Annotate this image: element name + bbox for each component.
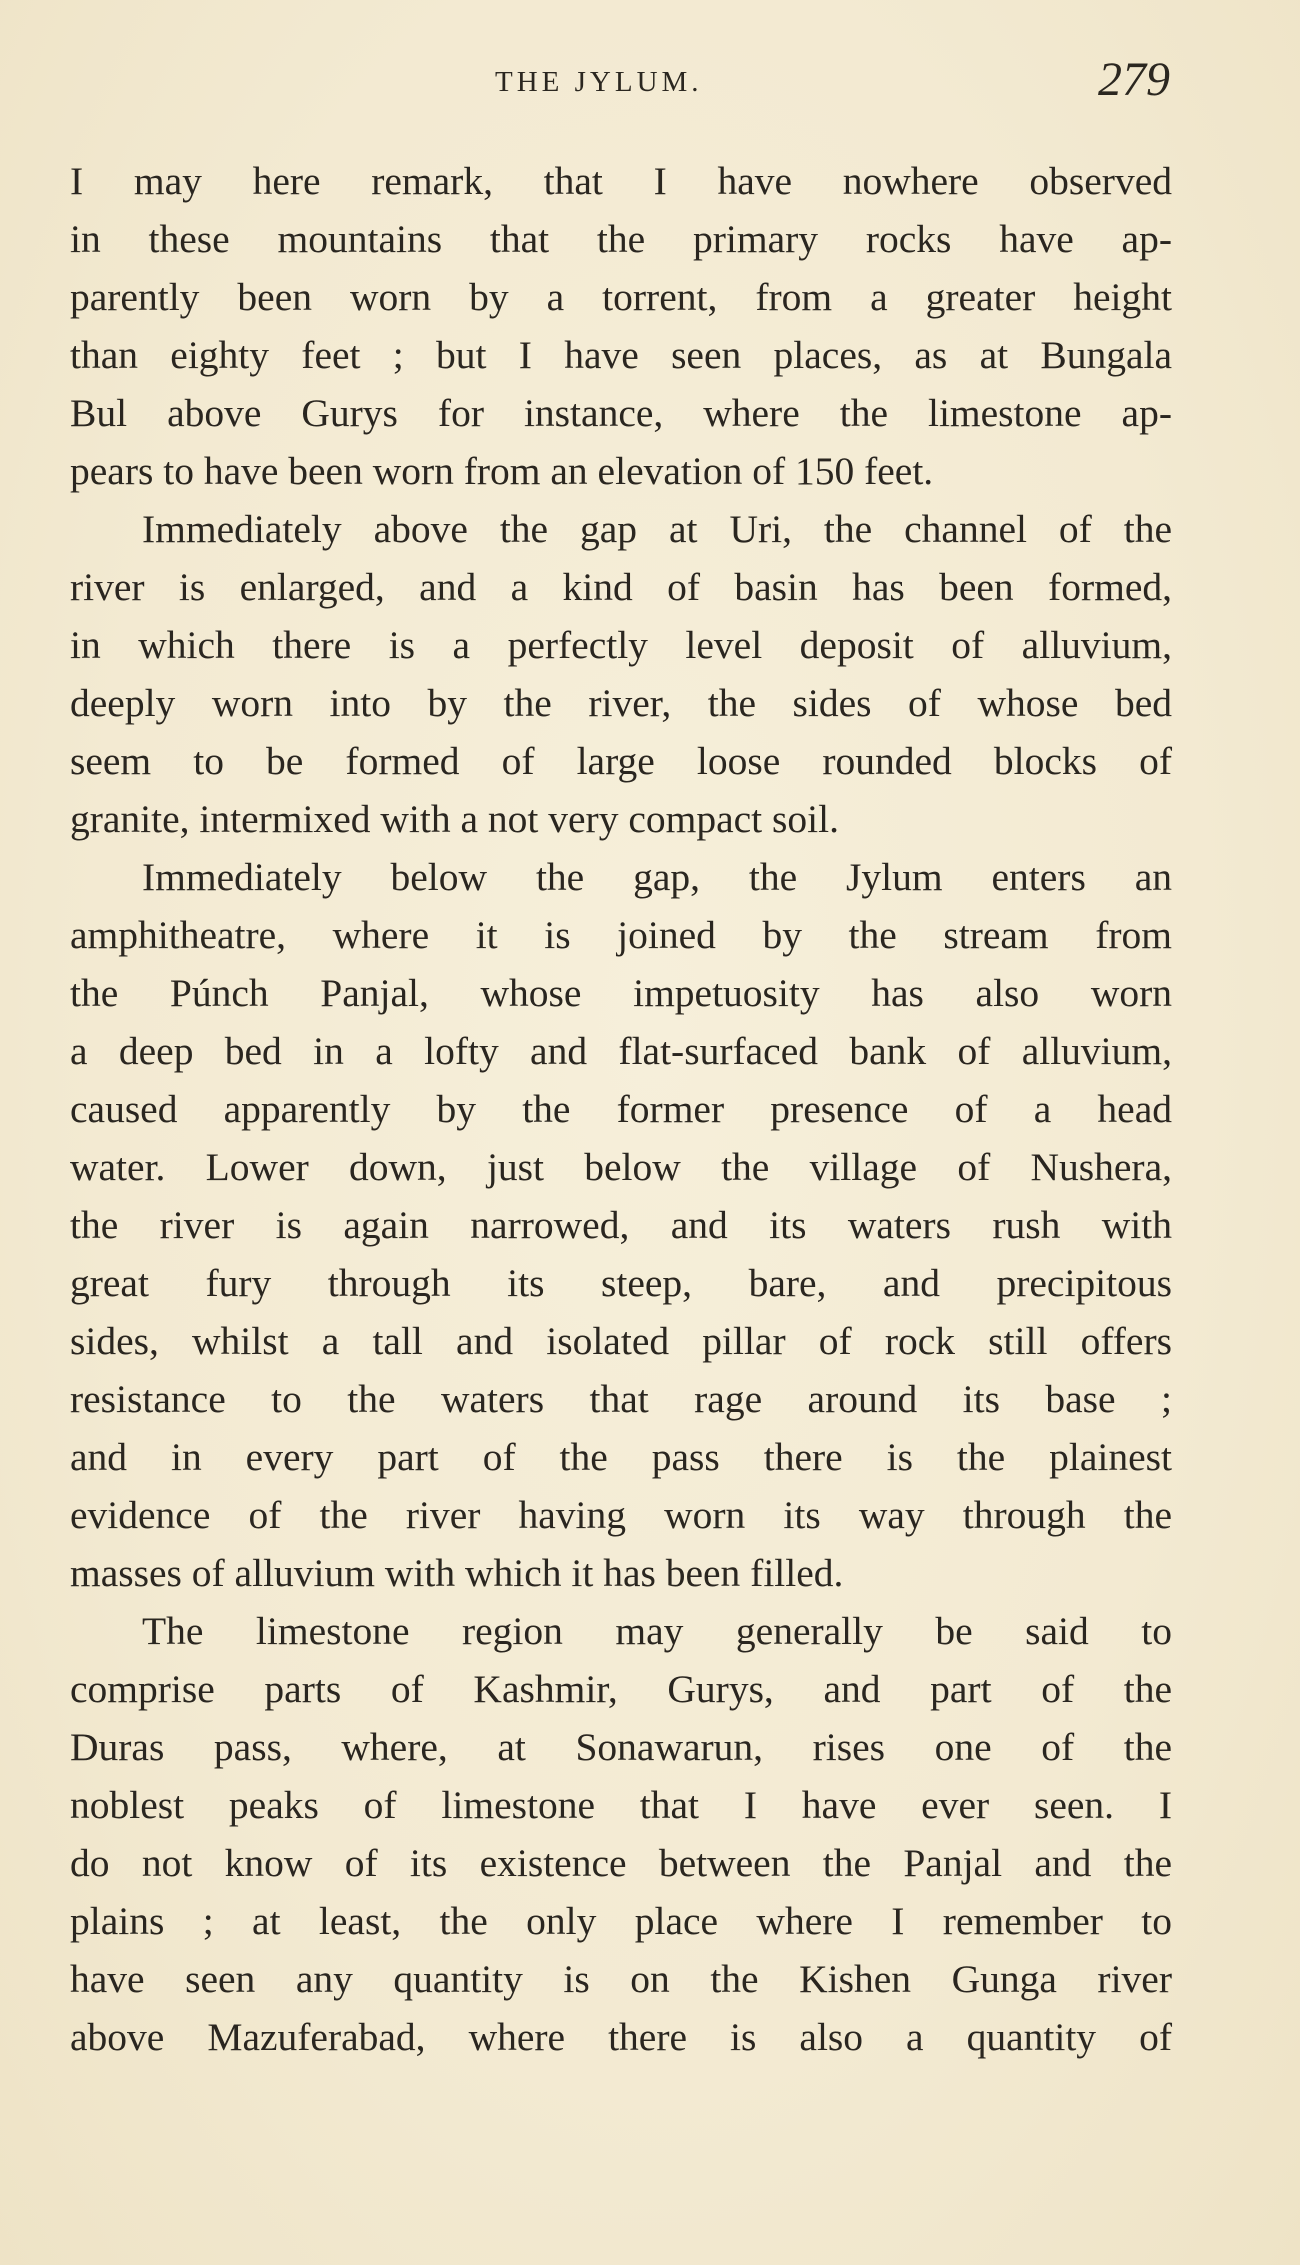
text-line: in these mountains that the primary rocks have ap-	[70, 217, 1172, 261]
text-line: The limestone region may generally be said to	[142, 1609, 1172, 1653]
text-line: Duras pass, where, at Sonawarun, rises one of the	[70, 1725, 1172, 1769]
text-line: seem to be formed of large loose rounded blocks of	[70, 739, 1172, 783]
text-line: deeply worn into by the river, the sides of whose bed	[70, 681, 1172, 725]
text-line: sides, whilst a tall and isolated pillar of rock still offers	[70, 1319, 1172, 1363]
text-line: Bul above Gurys for instance, where the limestone ap-	[70, 391, 1172, 435]
text-line: plains ; at least, the only place where I remember to	[70, 1899, 1172, 1943]
text-line: evidence of the river having worn its way through the	[70, 1493, 1172, 1537]
text-line: great fury through its steep, bare, and precipitous	[70, 1261, 1172, 1305]
paragraph	[70, 1602, 1172, 2066]
page-number: 279	[1098, 53, 1170, 106]
running-header	[70, 52, 1170, 122]
text-line: noblest peaks of limestone that I have ever seen. I	[70, 1783, 1172, 1827]
text-line: do not know of its existence between the Panjal and the	[70, 1841, 1172, 1885]
text-line: I may here remark, that I have nowhere observed	[70, 159, 1172, 203]
text-line: have seen any quantity is on the Kishen Gunga river	[70, 1957, 1172, 2001]
text-line: comprise parts of Kashmir, Gurys, and part of the	[70, 1667, 1172, 1711]
paragraph	[70, 152, 1172, 500]
paragraph	[70, 848, 1172, 1602]
text-line: Immediately above the gap at Uri, the channel of the	[142, 507, 1172, 551]
text-line: river is enlarged, and a kind of basin has been formed,	[70, 565, 1172, 609]
text-line: above Mazuferabad, where there is also a quantity of	[70, 2015, 1172, 2059]
paragraph	[70, 500, 1172, 848]
text-line: than eighty feet ; but I have seen places, as at Bungala	[70, 333, 1172, 377]
running-title: THE JYLUM.	[495, 66, 703, 98]
text-line: and in every part of the pass there is the plainest	[70, 1435, 1172, 1479]
body-text	[70, 152, 1172, 2066]
text-line: a deep bed in a lofty and flat-surfaced bank of alluvium,	[70, 1029, 1172, 1073]
text-line: masses of alluvium with which it has been filled.	[70, 1551, 844, 1595]
text-line: resistance to the waters that rage around its base ;	[70, 1377, 1172, 1421]
text-line: the river is again narrowed, and its waters rush with	[70, 1203, 1172, 1247]
text-line: parently been worn by a torrent, from a greater height	[70, 275, 1172, 319]
text-line: Immediately below the gap, the Jylum enters an	[142, 855, 1172, 899]
text-line: in which there is a perfectly level deposit of alluvium,	[70, 623, 1172, 667]
text-line: the Púnch Panjal, whose impetuosity has also worn	[70, 971, 1172, 1015]
text-line: water. Lower down, just below the village of Nushera,	[70, 1145, 1172, 1189]
text-line: caused apparently by the former presence of a head	[70, 1087, 1172, 1131]
text-line: amphitheatre, where it is joined by the stream from	[70, 913, 1172, 957]
text-line: pears to have been worn from an elevation of 150 feet.	[70, 449, 934, 493]
text-line: granite, intermixed with a not very compact soil.	[70, 797, 839, 841]
